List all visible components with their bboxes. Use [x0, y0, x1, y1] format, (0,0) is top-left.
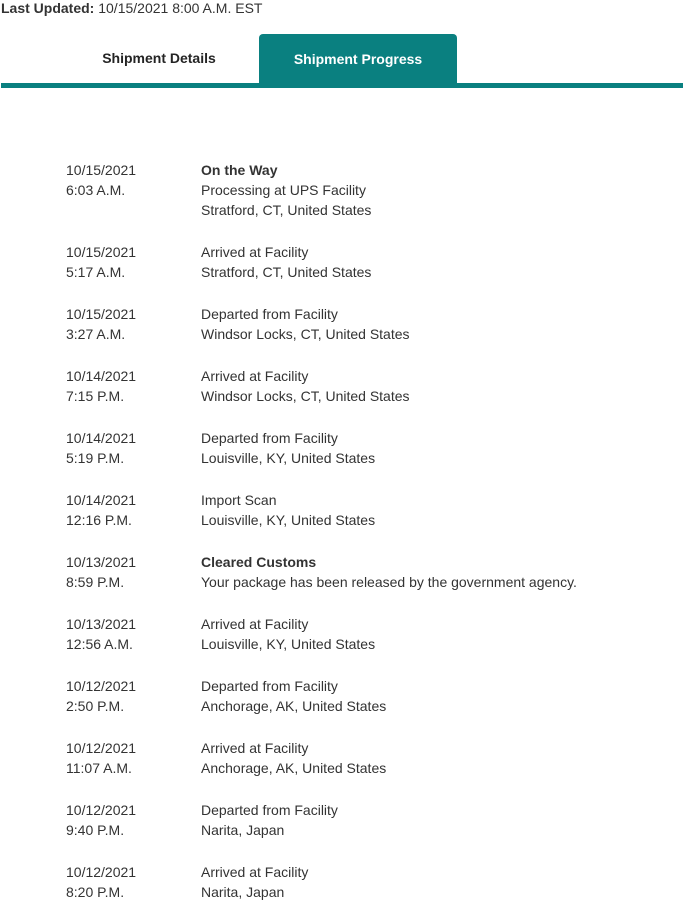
- progress-status: Arrived at Facility: [201, 368, 309, 384]
- progress-time: 8:20 P.M.: [66, 884, 125, 900]
- progress-activity: [201, 676, 683, 716]
- progress-status: Departed from Facility: [201, 678, 338, 694]
- progress-time: 5:17 A.M.: [66, 264, 126, 280]
- last-updated-value: 10/15/2021 8:00 A.M. EST: [98, 0, 263, 16]
- progress-status: Departed from Facility: [201, 306, 338, 322]
- progress-time: 3:27 A.M.: [66, 326, 126, 342]
- progress-row: [0, 738, 683, 778]
- progress-time: 11:07 A.M.: [66, 760, 132, 776]
- progress-time: 2:50 P.M.: [66, 698, 125, 714]
- progress-date: 10/13/2021: [66, 616, 137, 632]
- progress-location: Stratford, CT, United States: [201, 202, 372, 218]
- progress-datetime: [66, 676, 196, 716]
- progress-status: On the Way: [201, 162, 278, 178]
- last-updated: [1, 0, 262, 17]
- progress-date: 10/15/2021: [66, 306, 137, 322]
- progress-activity: [201, 242, 683, 282]
- progress-date: 10/14/2021: [66, 492, 137, 508]
- last-updated-label: Last Updated:: [1, 0, 95, 16]
- progress-row: [0, 304, 683, 344]
- progress-status: Departed from Facility: [201, 430, 338, 446]
- progress-datetime: [66, 304, 196, 344]
- progress-date: 10/12/2021: [66, 740, 137, 756]
- progress-row: [0, 490, 683, 530]
- progress-datetime: [66, 242, 196, 282]
- progress-location: Narita, Japan: [201, 884, 285, 900]
- progress-row: [0, 800, 683, 840]
- progress-location: Narita, Japan: [201, 822, 285, 838]
- progress-location: Louisville, KY, United States: [201, 512, 376, 528]
- progress-row: [0, 862, 683, 902]
- progress-datetime: [66, 800, 196, 840]
- tab-underline: [1, 83, 683, 88]
- progress-datetime: [66, 614, 196, 654]
- progress-row: [0, 242, 683, 282]
- progress-date: 10/13/2021: [66, 554, 137, 570]
- progress-datetime: [66, 552, 196, 592]
- progress-status: Arrived at Facility: [201, 864, 309, 880]
- progress-time: 5:19 P.M.: [66, 450, 125, 466]
- progress-datetime: [66, 160, 196, 200]
- progress-activity: [201, 160, 683, 220]
- progress-datetime: [66, 428, 196, 468]
- progress-activity: [201, 862, 683, 902]
- shipment-tabs: [0, 34, 683, 88]
- progress-activity: [201, 366, 683, 406]
- progress-row: [0, 160, 683, 220]
- progress-time: 8:59 P.M.: [66, 574, 125, 590]
- progress-date: 10/12/2021: [66, 802, 137, 818]
- progress-activity: [201, 428, 683, 468]
- progress-datetime: [66, 490, 196, 530]
- progress-row: [0, 366, 683, 406]
- progress-activity: [201, 304, 683, 344]
- progress-location: Stratford, CT, United States: [201, 264, 372, 280]
- progress-location: Windsor Locks, CT, United States: [201, 388, 410, 404]
- progress-date: 10/14/2021: [66, 430, 137, 446]
- progress-time: 6:03 A.M.: [66, 182, 126, 198]
- progress-location: Louisville, KY, United States: [201, 636, 376, 652]
- progress-time: 12:16 P.M.: [66, 512, 132, 528]
- progress-date: 10/14/2021: [66, 368, 137, 384]
- progress-date: 10/15/2021: [66, 244, 137, 260]
- progress-status: Departed from Facility: [201, 802, 338, 818]
- progress-date: 10/12/2021: [66, 678, 137, 694]
- progress-datetime: [66, 366, 196, 406]
- progress-datetime: [66, 738, 196, 778]
- progress-activity: [201, 614, 683, 654]
- progress-time: 7:15 P.M.: [66, 388, 125, 404]
- progress-location: Anchorage, AK, United States: [201, 698, 387, 714]
- shipment-progress-list: [0, 160, 683, 924]
- tab-shipment-details[interactable]: Shipment Details: [60, 34, 258, 84]
- progress-status: Cleared Customs: [201, 554, 317, 570]
- progress-status: Arrived at Facility: [201, 740, 309, 756]
- progress-detail: Processing at UPS Facility: [201, 182, 366, 198]
- progress-time: 9:40 P.M.: [66, 822, 125, 838]
- progress-row: [0, 552, 683, 592]
- progress-status: Arrived at Facility: [201, 244, 309, 260]
- progress-time: 12:56 A.M.: [66, 636, 133, 652]
- progress-location: Anchorage, AK, United States: [201, 760, 387, 776]
- progress-row: [0, 428, 683, 468]
- progress-status: Arrived at Facility: [201, 616, 309, 632]
- progress-activity: [201, 490, 683, 530]
- tab-shipment-progress[interactable]: Shipment Progress: [259, 34, 457, 84]
- progress-row: [0, 676, 683, 716]
- progress-row: [0, 614, 683, 654]
- progress-location: Louisville, KY, United States: [201, 450, 376, 466]
- progress-status: Import Scan: [201, 492, 277, 508]
- progress-activity: [201, 738, 683, 778]
- progress-datetime: [66, 862, 196, 902]
- progress-detail: Your package has been released by the government agency.: [201, 574, 577, 590]
- progress-activity: [201, 800, 683, 840]
- progress-activity: [201, 552, 683, 592]
- progress-date: 10/15/2021: [66, 162, 137, 178]
- progress-location: Windsor Locks, CT, United States: [201, 326, 410, 342]
- progress-date: 10/12/2021: [66, 864, 137, 880]
